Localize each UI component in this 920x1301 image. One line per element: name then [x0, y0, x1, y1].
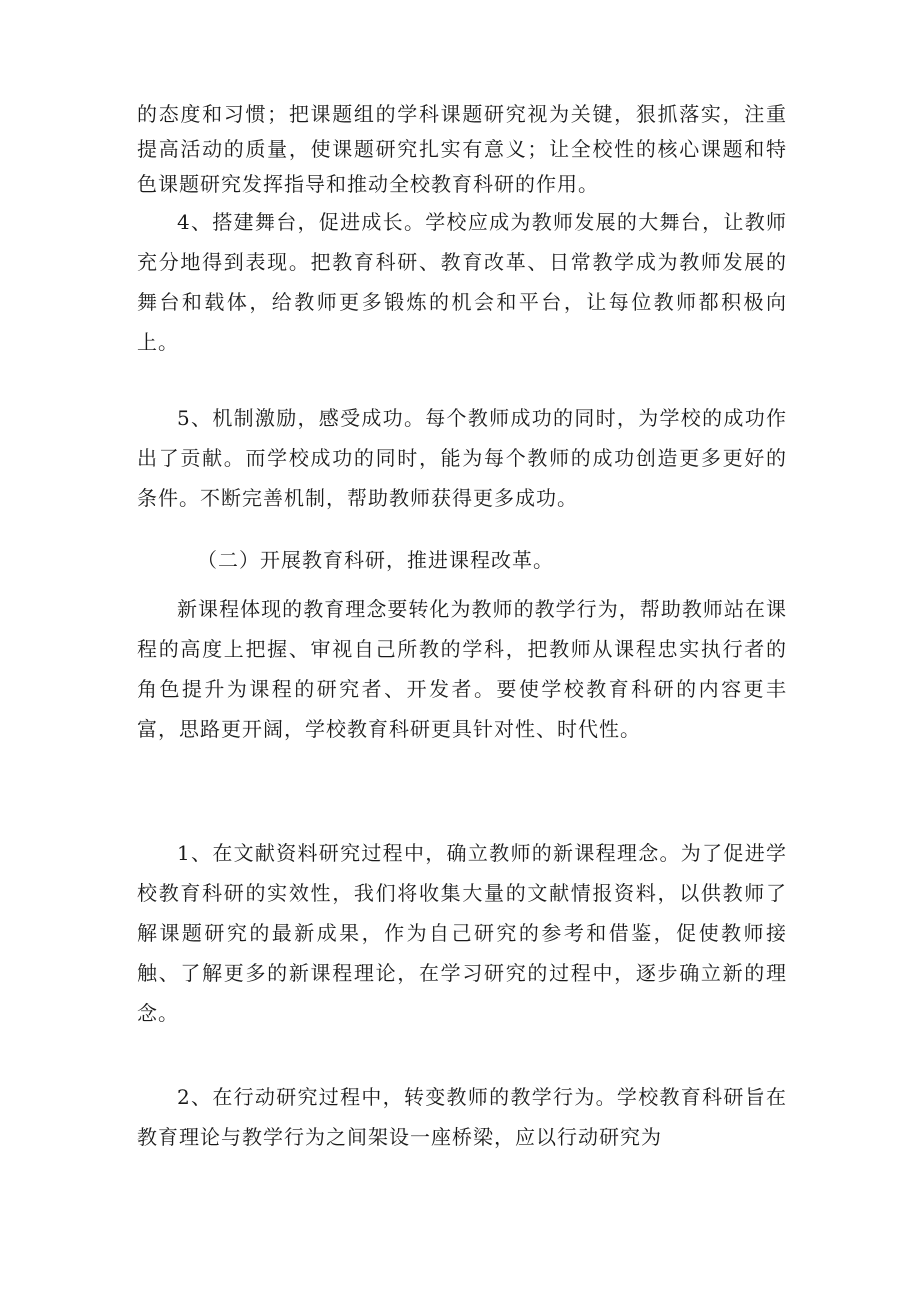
section-heading: （二）开展教育科研，推进课程改革。 — [197, 548, 554, 572]
paragraph-item-4: 4、搭建舞台，促进成长。学校应成为教师发展的大舞台，让教师充分地得到表现。把教育科研、教育改革、日常教学成为教师发展的舞台和载体，给教师更多锻炼的机会和平台，让每位教师都积极向上。 — [137, 210, 787, 354]
paragraph-item-1: 1、在文献资料研究过程中，确立教师的新课程理念。为了促进学校教育科研的实效性，我们将收集大量的文献情报资料，以供教师了解课题研究的最新成果，作为自己研究的参考和借鉴，促使教师接触、了解更多的新课程理论，在学习研究的过程中，逐步确立新的理念。 — [137, 841, 787, 1025]
paragraph-continuation: 的态度和习惯；把课题组的学科课题研究视为关键，狠抓落实，注重提高活动的质量，使课题研究扎实有意义；让全校性的核心课题和特色课题研究发挥指导和推动全校教育科研的作用。 — [137, 102, 787, 196]
paragraph-intro: 新课程体现的教育理念要转化为教师的教学行为，帮助教师站在课程的高度上把握、审视自己所教的学科，把教师从课程忠实执行者的角色提升为课程的研究者、开发者。要使学校教育科研的内容更丰富，思路更开阔，学校教育科研更具针对性、时代性。 — [137, 597, 787, 741]
paragraph-item-5: 5、机制激励，感受成功。每个教师成功的同时，为学校的成功作出了贡献。而学校成功的同时，能为每个教师的成功创造更多更好的条件。不断完善机制，帮助教师获得更多成功。 — [137, 406, 787, 510]
paragraph-item-2: 2、在行动研究过程中，转变教师的教学行为。学校教育科研旨在教育理论与教学行为之间架设一座桥梁，应以行动研究为 — [137, 1085, 787, 1149]
